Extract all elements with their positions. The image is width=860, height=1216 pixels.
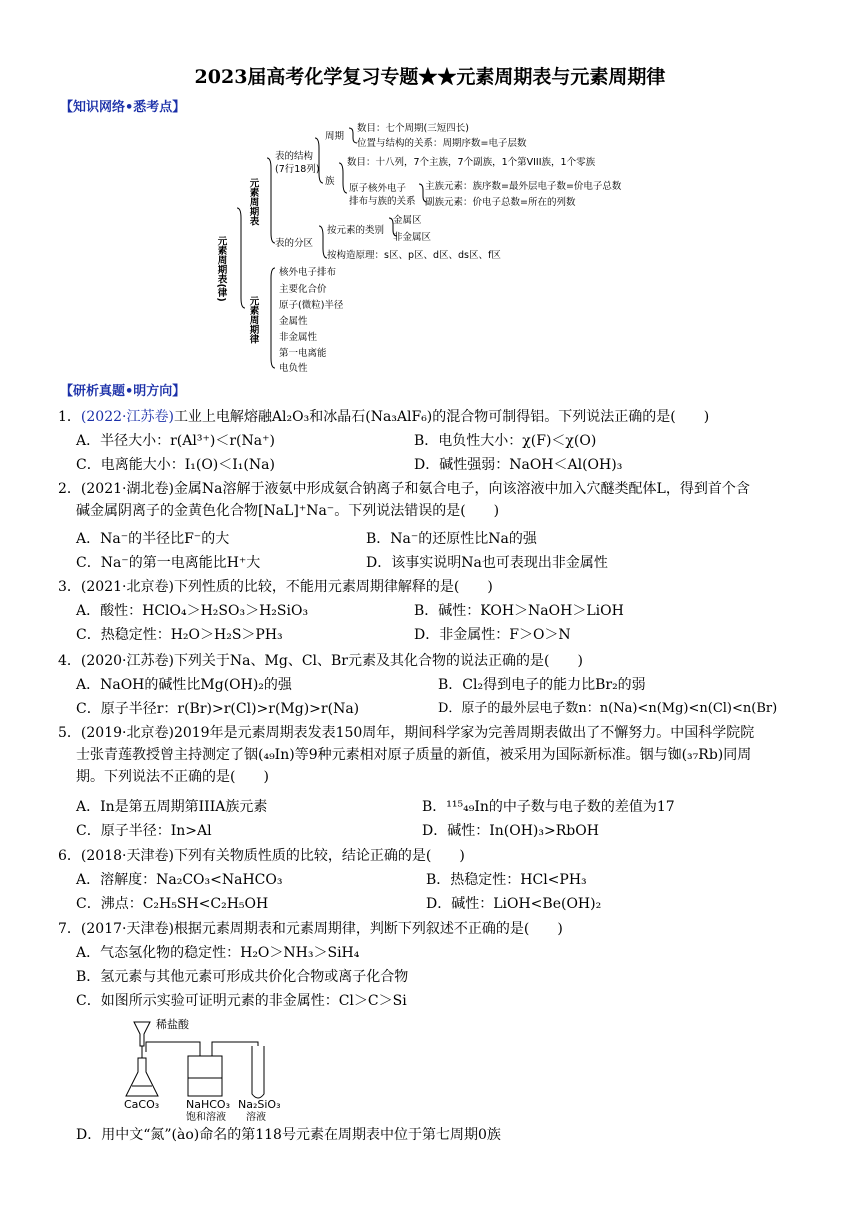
mm-law-item: 主要化合价 xyxy=(279,284,327,295)
apparatus-bottle-label: NaHCO₃ xyxy=(186,1098,230,1111)
option-d[interactable]: D．碱性：In(OH)₃>RbOH xyxy=(422,823,599,839)
mm-root: 元素周期表(律) xyxy=(215,236,227,302)
option-b[interactable]: B．¹¹⁵₄₉In的中子数与电子数的差值为17 xyxy=(422,799,675,815)
option-b[interactable]: B．Cl₂得到电子的能力比Br₂的弱 xyxy=(438,677,646,693)
apparatus-bottle-sub: 饱和溶液 xyxy=(186,1112,226,1123)
question-3: 3．(2021·北京卷)下列性质的比较，不能用元素周期律解释的是( ) xyxy=(58,579,493,595)
mm-period-count: 数目：七个周期(三短四长) xyxy=(357,123,469,134)
option-d[interactable]: D．碱性强弱：NaOH＜Al(OH)₃ xyxy=(414,457,623,473)
option-a[interactable]: A．In是第五周期第IIIA族元素 xyxy=(76,799,268,815)
mm-law-item: 非金属性 xyxy=(279,332,318,343)
mm-group: 族 xyxy=(325,176,335,187)
mm-law-item: 原子(微粒)半径 xyxy=(279,300,344,311)
question-source: (2021·湖北卷) xyxy=(80,481,174,497)
mind-map xyxy=(215,118,675,378)
mm-law-item: 电负性 xyxy=(279,363,308,374)
apparatus-flask-label: CaCO₃ xyxy=(124,1098,160,1111)
mm-main-group: 主族元素：族序数=最外层电子数=价电子总数 xyxy=(425,181,622,192)
question-source: (2019·北京卷) xyxy=(80,725,174,741)
mm-law-item: 金属性 xyxy=(279,316,308,327)
question-source: (2021·北京卷) xyxy=(80,579,174,595)
option-a[interactable]: A．半径大小：r(Al³⁺)＜r(Na⁺) xyxy=(76,433,275,449)
apparatus-acid-label: 稀盐酸 xyxy=(156,1018,189,1031)
mm-nonmetal: 非金属区 xyxy=(393,232,432,243)
question-1: 1．(2022·江苏卷)工业上电解熔融Al₂O₃和冰晶石(Na₃AlF₆)的混合物可制得铝。下列说法正确的是( ) xyxy=(58,409,710,425)
option-d[interactable]: D．碱性：LiOH<Be(OH)₂ xyxy=(426,896,602,912)
option-c[interactable]: C．电离能大小：I₁(O)＜I₁(Na) xyxy=(76,457,275,473)
mm-law-item: 核外电子排布 xyxy=(279,267,337,278)
option-c[interactable]: C．沸点：C₂H₅SH<C₂H₅OH xyxy=(76,896,269,912)
mm-sub-group: 副族元素：价电子总数=所在的列数 xyxy=(425,197,576,208)
option-a[interactable]: A．气态氢化物的稳定性：H₂O＞NH₃＞SiH₄ xyxy=(76,945,360,961)
question-source: (2022·江苏卷) xyxy=(80,409,174,425)
option-a[interactable]: A．Na⁻的半径比F⁻的大 xyxy=(76,531,230,547)
section-heading-exam: 【研析真题•明方向】 xyxy=(60,384,186,399)
question-source: (2020·江苏卷) xyxy=(80,653,174,669)
apparatus-tube-sub: 溶液 xyxy=(246,1112,266,1123)
question-4: 4．(2020·江苏卷)下列关于Na、Mg、Cl、Br元素及其化合物的说法正确的是( ) xyxy=(58,653,583,669)
question-5: 5．(2019·北京卷)2019年是元素周期表发表150周年，期间科学家为完善周期表做出了不懈努力。中国科学院院 士张青莲教授曾主持测定了铟(₄₉In)等9种元素相对原子质量的新值，被采用为国际新标准。铟与铷(₃₇Rb)同周 期。下列说法不正确的是( ) xyxy=(58,725,755,785)
option-d[interactable]: D．原子的最外层电子数n：n(Na)<n(Mg)<n(Cl)<n(Br) xyxy=(438,701,778,716)
mm-group-rel2: 排布与族的关系 xyxy=(349,196,416,207)
question-2: 2．(2021·湖北卷)金属Na溶解于液氨中形成氨合钠离子和氨合电子，向该溶液中加入穴醚类配体L，得到首个含 碱金属阴离子的金黄色化合物[NaL]⁺Na⁻。下列说法错误的是( ) xyxy=(58,481,750,519)
question-6: 6．(2018·天津卷)下列有关物质性质的比较，结论正确的是( ) xyxy=(58,848,465,864)
mm-by-struct: 按构造原理：s区、p区、d区、ds区、f区 xyxy=(327,250,501,261)
option-c[interactable]: C．Na⁻的第一电离能比H⁺大 xyxy=(76,555,261,571)
apparatus-diagram xyxy=(120,1016,300,1123)
flask-icon xyxy=(126,1058,158,1096)
mm-by-type: 按元素的类别 xyxy=(327,225,385,236)
option-d[interactable]: D．该事实说明Na也可表现出非金属性 xyxy=(366,555,608,571)
option-c[interactable]: C．原子半径r：r(Br)>r(Cl)>r(Mg)>r(Na) xyxy=(76,701,360,717)
option-a[interactable]: A．酸性：HClO₄＞H₂SO₃＞H₂SiO₃ xyxy=(76,603,309,619)
apparatus-tube-label: Na₂SiO₃ xyxy=(238,1098,281,1111)
option-b[interactable]: B．热稳定性：HCl<PH₃ xyxy=(426,872,587,888)
option-d[interactable]: D．用中文“氮”(ào)命名的第118号元素在周期表中位于第七周期0族 xyxy=(76,1127,501,1143)
mm-law-item: 第一电离能 xyxy=(279,348,327,359)
option-c[interactable]: C．如图所示实验可证明元素的非金属性：Cl＞C＞Si xyxy=(76,993,407,1009)
page-title: 2023届高考化学复习专题★★元素周期表与元素周期律 xyxy=(194,66,666,88)
mm-table: 元素周期表 xyxy=(247,178,259,226)
option-b[interactable]: B．Na⁻的还原性比Na的强 xyxy=(366,531,537,547)
option-b[interactable]: B．氢元素与其他元素可形成共价化合物或离子化合物 xyxy=(76,969,409,985)
option-c[interactable]: C．热稳定性：H₂O＞H₂S＞PH₃ xyxy=(76,627,283,643)
mm-structure-sub: (7行18列) xyxy=(275,164,320,175)
mm-metal: 金属区 xyxy=(393,215,422,226)
question-source: (2017·天津卷) xyxy=(80,921,174,937)
section-heading-knowledge: 【知识网络•悉考点】 xyxy=(60,100,186,115)
option-d[interactable]: D．非金属性：F＞O＞N xyxy=(414,627,571,643)
option-c[interactable]: C．原子半径：In>Al xyxy=(76,823,212,839)
question-7: 7．(2017·天津卷)根据元素周期表和元素周期律，判断下列叙述不正确的是( ) xyxy=(58,921,563,937)
mm-group-rel1: 原子核外电子 xyxy=(349,183,407,194)
option-a[interactable]: A．溶解度：Na₂CO₃<NaHCO₃ xyxy=(76,872,283,888)
mm-period-rel: 位置与结构的关系：周期序数=电子层数 xyxy=(357,138,527,149)
mm-zones: 表的分区 xyxy=(275,238,314,249)
mm-structure: 表的结构 xyxy=(275,151,314,162)
mm-law: 元素周期律 xyxy=(247,296,259,344)
option-b[interactable]: B．碱性：KOH＞NaOH＞LiOH xyxy=(414,603,624,619)
question-source: (2018·天津卷) xyxy=(80,848,174,864)
mm-group-count: 数目：十八列，7个主族，7个副族，1个第VIII族，1个零族 xyxy=(347,157,596,168)
test-tube-icon xyxy=(252,1046,264,1098)
bottle-icon xyxy=(188,1056,222,1096)
mm-period: 周期 xyxy=(325,131,345,142)
option-a[interactable]: A．NaOH的碱性比Mg(OH)₂的强 xyxy=(76,677,292,693)
option-b[interactable]: B．电负性大小：χ(F)＜χ(O) xyxy=(414,433,597,449)
